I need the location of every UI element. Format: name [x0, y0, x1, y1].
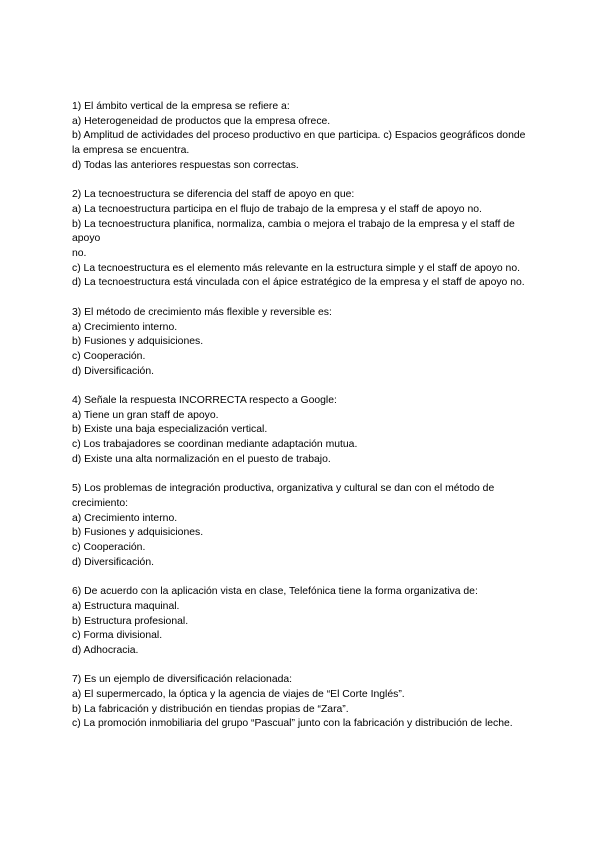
- question-3: [72, 306, 532, 380]
- option-c: c) Cooperación.: [72, 542, 146, 554]
- option-d: d) La tecnoestructura está vinculada con el ápice estratégico de la empresa y el staff de apoyo no.: [72, 277, 525, 289]
- question-4: [72, 394, 532, 468]
- option-b-c: b) Amplitud de actividades del proceso productivo en que participa. c) Espacios geográficos donde la empresa se encuentra.: [72, 130, 526, 157]
- option-d: d) Diversificación.: [72, 556, 154, 568]
- question-text: 3) El método de crecimiento más flexible y reversible es:: [72, 306, 332, 318]
- option-c: c) Forma divisional.: [72, 630, 163, 642]
- question-5: [72, 482, 532, 570]
- question-text: 2) La tecnoestructura se diferencia del staff de apoyo en que:: [72, 189, 355, 201]
- option-c: c) Cooperación.: [72, 350, 146, 362]
- option-b: b) La tecnoestructura planifica, normaliza, cambia o mejora el trabajo de la empresa y el staff de apoyo: [72, 218, 515, 245]
- question-text: 1) El ámbito vertical de la empresa se refiere a:: [72, 101, 290, 112]
- option-b: b) Fusiones y adquisiciones.: [72, 336, 204, 348]
- question-text: 4) Señale la respuesta INCORRECTA respecto a Google:: [72, 395, 337, 407]
- question-6: [72, 585, 532, 659]
- option-b-continued: no.: [72, 248, 87, 260]
- option-a: a) Tiene un gran staff de apoyo.: [72, 409, 219, 421]
- question-text: 5) Los problemas de integración productiva, organizativa y cultural se dan con el método de crecimiento:: [72, 483, 495, 509]
- option-d: d) Existe una alta normalización en el puesto de trabajo.: [72, 453, 331, 465]
- option-b: b) Fusiones y adquisiciones.: [72, 527, 204, 539]
- option-b: b) Existe una baja especialización vertical.: [72, 424, 268, 436]
- option-c: c) La promoción inmobiliaria del grupo “Pascual” junto con la fabricación y distribución de leche.: [72, 718, 513, 730]
- option-a: a) Estructura maquinal.: [72, 600, 180, 612]
- question-1: [72, 100, 532, 174]
- option-d: d) Todas las anteriores respuestas son correctas.: [72, 159, 299, 171]
- option-a: a) El supermercado, la óptica y la agencia de viajes de “El Corte Inglés”.: [72, 689, 405, 701]
- option-a: a) La tecnoestructura participa en el flujo de trabajo de la empresa y el staff de apoyo no.: [72, 203, 482, 215]
- option-c: c) La tecnoestructura es el elemento más relevante en la estructura simple y el staff de apoyo no.: [72, 262, 520, 274]
- document-page: [72, 100, 532, 747]
- question-7: [72, 673, 532, 732]
- option-a: a) Crecimiento interno.: [72, 512, 178, 524]
- option-a: a) Crecimiento interno.: [72, 321, 178, 333]
- option-c: c) Los trabajadores se coordinan mediante adaptación mutua.: [72, 439, 358, 451]
- option-a: a) Heterogeneidad de productos que la empresa ofrece.: [72, 115, 331, 127]
- option-b: b) La fabricación y distribución en tiendas propias de “Zara”.: [72, 703, 349, 715]
- question-text: 7) Es un ejemplo de diversificación relacionada:: [72, 674, 293, 686]
- option-b: b) Estructura profesional.: [72, 615, 189, 627]
- option-d: d) Diversificación.: [72, 365, 154, 377]
- question-text: 6) De acuerdo con la aplicación vista en clase, Telefónica tiene la forma organizativa de:: [72, 586, 478, 598]
- option-d: d) Adhocracia.: [72, 644, 139, 656]
- question-2: [72, 188, 532, 291]
